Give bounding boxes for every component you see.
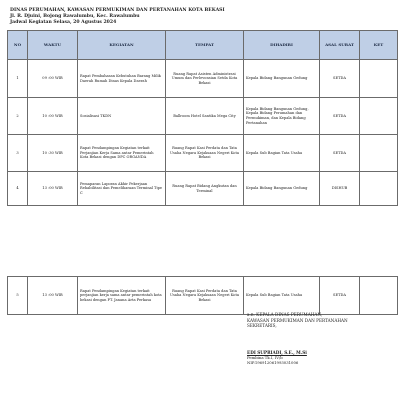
cell-waktu: 10 :00 WIB — [28, 98, 78, 135]
cell-kegiatan: Sosialisasi TKDN — [78, 98, 166, 135]
table-row — [8, 135, 398, 172]
cell-dihadiri: Kepala Sub Bagian Tata Usaha — [244, 135, 320, 172]
cell-no: 1 — [8, 60, 28, 98]
cell-dihadiri: Kepala Sub Bagian Tata Usaha — [244, 277, 320, 315]
cell-dihadiri: Kepala Bidang Bangunan Gedung, Kepala Bidang Perumahan dan Permukiman, dan Kepala Bidang Pertanahan — [244, 98, 320, 135]
cell-kegiatan: Pemaparan Laporan Akhir Pekerjaan Rehabilitasi dan Pemeliharaan Terminal Tipe C — [78, 172, 166, 206]
cell-tempat: Ballroom Hotel Santika Mega City — [166, 98, 244, 135]
cell-asal-surat: DISHUB — [320, 172, 360, 206]
signatory-rank: Pembina Tk.I, IV/b — [247, 355, 283, 361]
cell-kegiatan: Rapat Pendampingan Kegiatan terkait Perjanjian Kerja Sama antar Pemerintah Kota Bekasi dengan DPC ORGANDA — [78, 135, 166, 172]
cell-tempat: Ruang Rapat Asisten Administrasi Umum dan Perlevonsian Setda Kota Bekasi — [166, 60, 244, 98]
document-header — [10, 8, 225, 27]
cell-ket — [360, 98, 398, 135]
cell-kegiatan: Rapat Pendampingan Kegiatan terkait perjanjian kerja sama antar pemerintah kota bekasi dengan PT. Janana Arta Perkasa — [78, 277, 166, 315]
cell-waktu: 13 :00 WIB — [28, 172, 78, 206]
cell-kegiatan: Rapat Pembahasan Kebutuhan Barang Milik Daerah Rumah Dinas Kepala Daerah — [78, 60, 166, 98]
cell-no: 3 — [8, 135, 28, 172]
cell-waktu: 09 :00 WIB — [28, 60, 78, 98]
cell-ket — [360, 172, 398, 206]
agency-name: DINAS PERUMAHAN, KAWASAN PERMUKIMAN DAN PERTANAHAN KOTA BEKASI — [10, 8, 225, 13]
col-header-waktu: WAKTU — [28, 31, 78, 60]
cell-ket — [360, 60, 398, 98]
signatory-name: EDI SUPRIADI, S.E., M.Si — [247, 349, 307, 355]
signature-line-an: a.n. KEPALA DINAS PERUMAHAN, — [247, 312, 323, 317]
signature-line-role: SEKRETARIS, — [247, 323, 277, 329]
col-header-tempat: TEMPAT — [166, 31, 244, 60]
col-header-no: NO — [8, 31, 28, 60]
col-header-asal-surat: ASAL SURAT — [320, 31, 360, 60]
table-row — [8, 60, 398, 98]
cell-no: 2 — [8, 98, 28, 135]
cell-ket — [360, 135, 398, 172]
schedule-date: Jadwal Kegiatan Selasa, 20 Agustus 2024 — [10, 20, 117, 26]
cell-no: 4 — [8, 172, 28, 206]
cell-waktu: 13 :00 WIB — [28, 277, 78, 315]
signatory-nip: NIP.196912061993031006 — [247, 360, 299, 366]
cell-tempat: Ruang Rapat Kasi Perdata dan Tata Usaha Negara Kejaksaan Negeri Kota Bekasi — [166, 277, 244, 315]
cell-asal-surat: SETDA — [320, 60, 360, 98]
col-header-dihadiri: DIHADIRI — [244, 31, 320, 60]
table-row — [8, 98, 398, 135]
cell-tempat: Ruang Rapat Bidang Angkutan dan Terminal — [166, 172, 244, 206]
signature-line-agency: KAWASAN PERMUKIMAN DAN PERTANAHAN — [247, 317, 348, 323]
table-header-row — [8, 31, 398, 60]
cell-asal-surat: SETDA — [320, 135, 360, 172]
cell-no: 5 — [8, 277, 28, 315]
signature-block — [247, 312, 348, 365]
col-header-kegiatan: KEGIATAN — [78, 31, 166, 60]
cell-dihadiri: Kepala Bidang Bangunan Gedung — [244, 172, 320, 206]
col-header-ket: KET — [360, 31, 398, 60]
table-row — [8, 172, 398, 206]
cell-asal-surat: SETDA — [320, 98, 360, 135]
cell-tempat: Ruang Rapat Kasi Perdata dan Tata Usaha Negara Kejaksaan Negeri Kota Bekasi — [166, 135, 244, 172]
cell-ket — [360, 277, 398, 315]
agency-address: Jl. R. Djuini, Bojong Rawalumbu, Kec. Rawalumbu — [10, 14, 140, 20]
table-row — [8, 277, 398, 315]
cell-asal-surat: SETDA — [320, 277, 360, 315]
cell-waktu: 10 :30 WIB — [28, 135, 78, 172]
schedule-table-continued — [7, 276, 398, 315]
cell-dihadiri: Kepala Bidang Bangunan Gedung — [244, 60, 320, 98]
schedule-table — [7, 30, 398, 206]
